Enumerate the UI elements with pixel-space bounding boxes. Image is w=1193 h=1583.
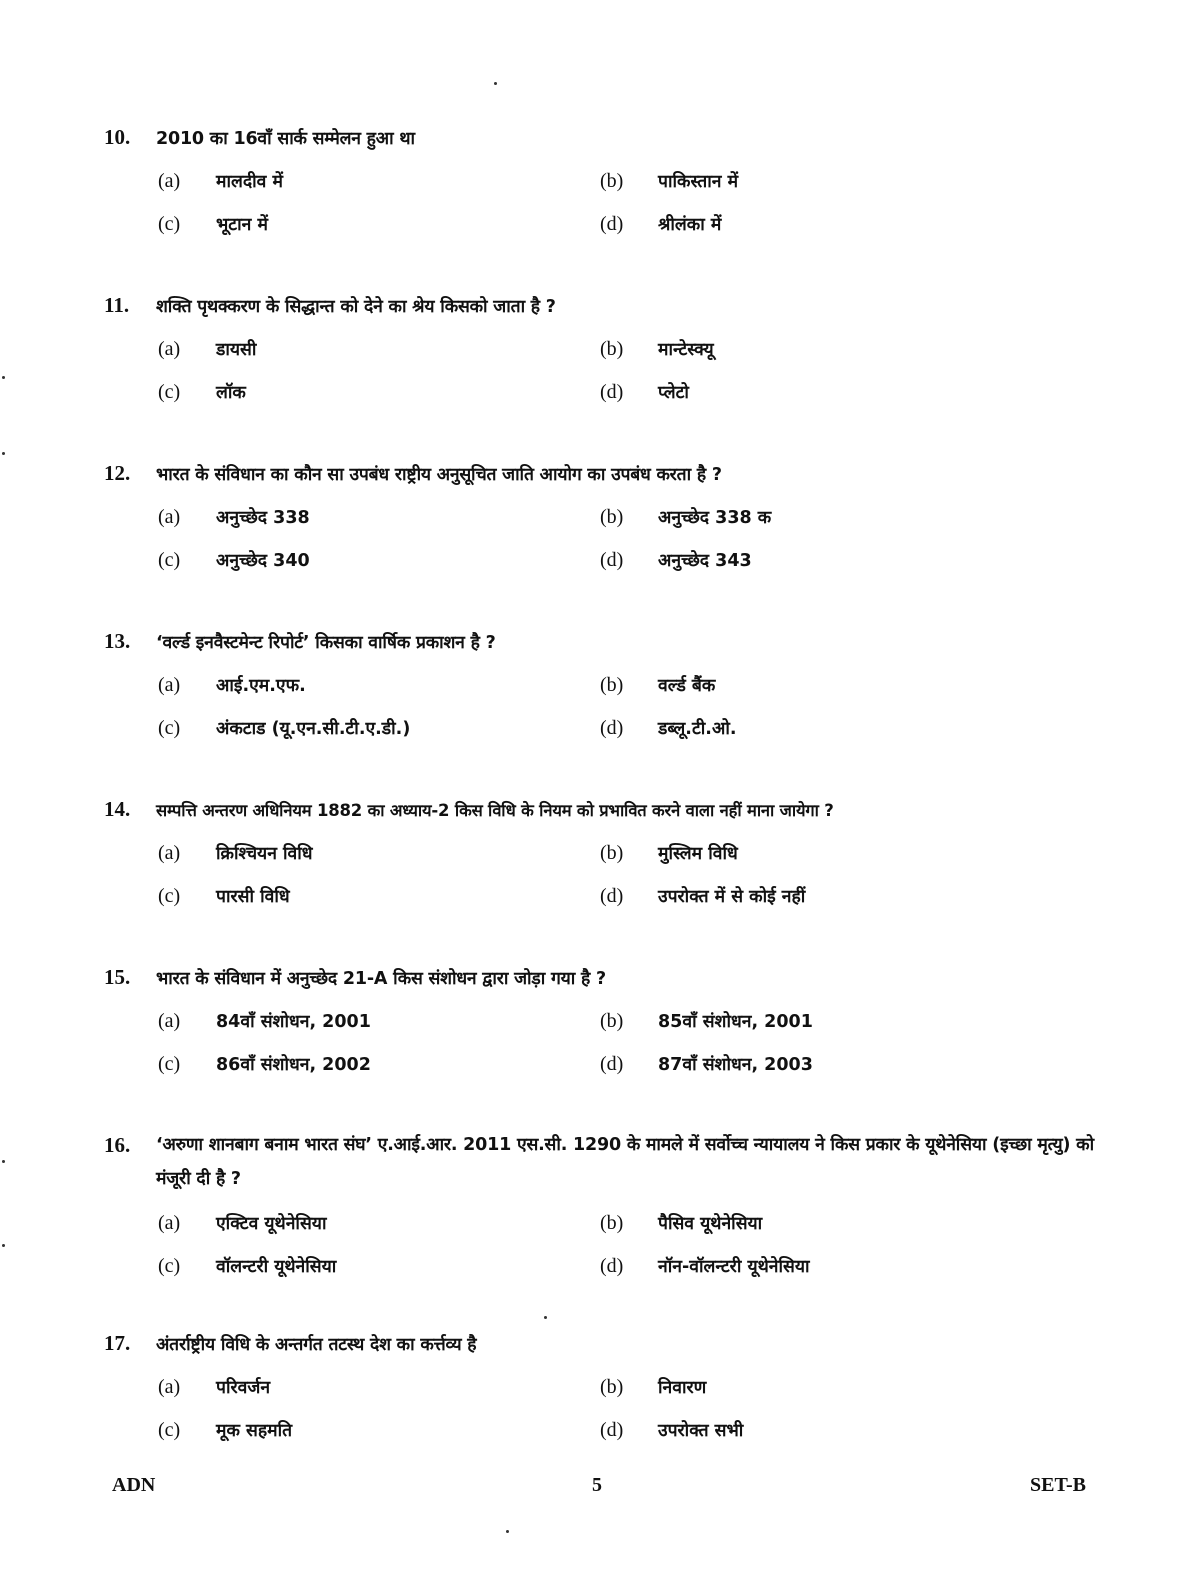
option-label: (b) bbox=[600, 1212, 624, 1234]
option-text: पैसिव यूथेनेसिया bbox=[658, 1214, 763, 1234]
option-a bbox=[158, 502, 600, 533]
options-grid bbox=[158, 334, 1104, 408]
option-text: डायसी bbox=[216, 340, 257, 360]
question-text: ‘अरुणा शानबाग बनाम भारत संघ’ ए.आई.आर. 2011 एस.सी. 1290 के मामले में सर्वोच्च न्यायालय ने किस प्रकार के यूथेनेसिया (इच्छा मृत्यु) को मंजूरी दी है ? bbox=[156, 1135, 1094, 1189]
option-d bbox=[600, 713, 1040, 744]
option-label: (b) bbox=[600, 674, 624, 696]
option-text: मान्टेस्क्यू bbox=[658, 340, 714, 360]
option-c bbox=[158, 713, 600, 744]
option-label: (c) bbox=[158, 213, 181, 235]
question-11 bbox=[104, 290, 1104, 408]
option-b bbox=[600, 838, 1040, 869]
option-text: 84वाँ संशोधन, 2001 bbox=[216, 1012, 371, 1032]
option-d bbox=[600, 1415, 1040, 1446]
option-a bbox=[158, 670, 600, 701]
option-d bbox=[600, 1049, 1040, 1080]
option-label: (d) bbox=[600, 213, 624, 235]
option-label: (d) bbox=[600, 885, 624, 907]
set-label: SET-B bbox=[1030, 1474, 1086, 1496]
option-text: उपरोक्त में से कोई नहीं bbox=[658, 887, 806, 907]
page-number: 5 bbox=[592, 1474, 602, 1496]
option-label: (a) bbox=[158, 1376, 181, 1398]
option-text: एक्टिव यूथेनेसिया bbox=[216, 1214, 327, 1234]
option-label: (c) bbox=[158, 381, 181, 403]
question-text: सम्पत्ति अन्तरण अधिनियम 1882 का अध्याय-2 किस विधि के नियम को प्रभावित करने वाला नहीं माना जायेगा ? bbox=[156, 801, 834, 820]
option-text: श्रीलंका में bbox=[658, 215, 722, 235]
scan-speck bbox=[2, 1160, 5, 1163]
option-label: (d) bbox=[600, 1255, 624, 1277]
question-14 bbox=[104, 794, 1104, 912]
question-number: 15. bbox=[104, 965, 131, 989]
question-text: भारत के संविधान का कौन सा उपबंध राष्ट्रीय अनुसूचित जाति आयोग का उपबंध करता है ? bbox=[156, 465, 722, 485]
option-text: वॉलन्टरी यूथेनेसिया bbox=[216, 1257, 337, 1277]
question-12 bbox=[104, 458, 1104, 576]
option-d bbox=[600, 377, 1040, 408]
option-text: परिवर्जन bbox=[216, 1378, 271, 1398]
options-grid bbox=[158, 670, 1104, 744]
option-b bbox=[600, 670, 1040, 701]
option-c bbox=[158, 209, 600, 240]
option-label: (a) bbox=[158, 1212, 181, 1234]
question-number: 14. bbox=[104, 797, 131, 821]
option-a bbox=[158, 1208, 600, 1239]
option-label: (c) bbox=[158, 717, 181, 739]
option-text: मालदीव में bbox=[216, 172, 283, 192]
option-text: अनुच्छेद 340 bbox=[216, 551, 310, 571]
option-text: अंकटाड (यू.एन.सी.टी.ए.डी.) bbox=[216, 719, 411, 739]
option-label: (b) bbox=[600, 842, 624, 864]
question-text: 2010 का 16वाँ सार्क सम्मेलन हुआ था bbox=[156, 129, 415, 149]
question-16 bbox=[104, 1128, 1094, 1282]
option-label: (c) bbox=[158, 1255, 181, 1277]
option-b bbox=[600, 334, 1040, 365]
scan-speck bbox=[506, 1530, 509, 1533]
option-a bbox=[158, 1372, 600, 1403]
option-label: (a) bbox=[158, 170, 181, 192]
option-label: (b) bbox=[600, 1376, 624, 1398]
option-label: (b) bbox=[600, 170, 624, 192]
options-grid bbox=[158, 1006, 1104, 1080]
option-label: (b) bbox=[600, 506, 624, 528]
question-number: 17. bbox=[104, 1331, 131, 1355]
option-text: आई.एम.एफ. bbox=[216, 676, 306, 696]
option-label: (d) bbox=[600, 1053, 624, 1075]
scan-speck bbox=[494, 82, 497, 85]
option-label: (c) bbox=[158, 549, 181, 571]
question-text: अंतर्राष्ट्रीय विधि के अन्तर्गत तटस्थ देश का कर्त्तव्य है bbox=[156, 1335, 477, 1355]
question-10 bbox=[104, 122, 1104, 240]
question-number: 13. bbox=[104, 629, 131, 653]
option-text: 87वाँ संशोधन, 2003 bbox=[658, 1055, 813, 1075]
option-label: (d) bbox=[600, 717, 624, 739]
option-b bbox=[600, 502, 1040, 533]
option-c bbox=[158, 1415, 600, 1446]
question-17 bbox=[104, 1328, 1104, 1446]
options-grid bbox=[158, 502, 1104, 576]
option-text: 85वाँ संशोधन, 2001 bbox=[658, 1012, 813, 1032]
scan-speck bbox=[2, 376, 5, 379]
options-grid bbox=[158, 838, 1104, 912]
option-b bbox=[600, 1208, 1040, 1239]
question-15 bbox=[104, 962, 1104, 1080]
question-number: 16. bbox=[104, 1133, 131, 1157]
option-text: 86वाँ संशोधन, 2002 bbox=[216, 1055, 371, 1075]
option-label: (c) bbox=[158, 1419, 181, 1441]
option-text: वर्ल्ड बैंक bbox=[658, 676, 716, 696]
option-label: (a) bbox=[158, 506, 181, 528]
question-number: 11. bbox=[104, 293, 130, 317]
options-grid bbox=[158, 166, 1104, 240]
option-label: (a) bbox=[158, 842, 181, 864]
scan-speck bbox=[544, 1316, 547, 1319]
option-label: (d) bbox=[600, 381, 624, 403]
option-d bbox=[600, 209, 1040, 240]
option-d bbox=[600, 1251, 1040, 1282]
option-text: मूक सहमति bbox=[216, 1421, 293, 1441]
option-text: उपरोक्त सभी bbox=[658, 1421, 744, 1441]
paper-code: ADN bbox=[112, 1474, 156, 1496]
option-label: (a) bbox=[158, 674, 181, 696]
question-text: शक्ति पृथक्करण के सिद्धान्त को देने का श्रेय किसको जाता है ? bbox=[156, 297, 556, 317]
option-a bbox=[158, 1006, 600, 1037]
option-text: क्रिश्चियन विधि bbox=[216, 844, 313, 864]
option-d bbox=[600, 545, 1040, 576]
option-b bbox=[600, 1372, 1040, 1403]
option-c bbox=[158, 377, 600, 408]
option-text: भूटान में bbox=[216, 215, 268, 235]
option-text: प्लेटो bbox=[658, 383, 689, 403]
scan-speck bbox=[2, 452, 5, 455]
option-a bbox=[158, 334, 600, 365]
option-a bbox=[158, 838, 600, 869]
option-label: (d) bbox=[600, 1419, 624, 1441]
options-grid bbox=[158, 1372, 1104, 1446]
option-text: निवारण bbox=[658, 1378, 707, 1398]
question-text: भारत के संविधान में अनुच्छेद 21-A किस संशोधन द्वारा जोड़ा गया है ? bbox=[156, 969, 606, 989]
option-text: अनुच्छेद 338 क bbox=[658, 508, 772, 528]
option-text: पारसी विधि bbox=[216, 887, 290, 907]
question-number: 10. bbox=[104, 125, 131, 149]
option-b bbox=[600, 166, 1040, 197]
option-b bbox=[600, 1006, 1040, 1037]
option-text: डब्लू.टी.ओ. bbox=[658, 719, 737, 739]
option-c bbox=[158, 881, 600, 912]
option-label: (d) bbox=[600, 549, 624, 571]
question-13 bbox=[104, 626, 1104, 744]
options-grid bbox=[158, 1208, 1094, 1282]
option-text: लॉक bbox=[216, 383, 246, 403]
option-text: अनुच्छेद 343 bbox=[658, 551, 752, 571]
option-a bbox=[158, 166, 600, 197]
option-text: नॉन-वॉलन्टरी यूथेनेसिया bbox=[658, 1257, 810, 1277]
question-text: ‘वर्ल्ड इनवैस्टमेन्ट रिपोर्ट’ किसका वार्षिक प्रकाशन है ? bbox=[156, 633, 496, 653]
option-label: (c) bbox=[158, 1053, 181, 1075]
option-label: (c) bbox=[158, 885, 181, 907]
option-label: (a) bbox=[158, 1010, 181, 1032]
option-label: (b) bbox=[600, 1010, 624, 1032]
question-number: 12. bbox=[104, 461, 131, 485]
option-label: (b) bbox=[600, 338, 624, 360]
option-label: (a) bbox=[158, 338, 181, 360]
option-c bbox=[158, 1049, 600, 1080]
option-c bbox=[158, 1251, 600, 1282]
option-text: अनुच्छेद 338 bbox=[216, 508, 310, 528]
option-c bbox=[158, 545, 600, 576]
option-d bbox=[600, 881, 1040, 912]
option-text: पाकिस्तान में bbox=[658, 172, 739, 192]
scan-speck bbox=[2, 1244, 5, 1247]
option-text: मुस्लिम विधि bbox=[658, 844, 738, 864]
